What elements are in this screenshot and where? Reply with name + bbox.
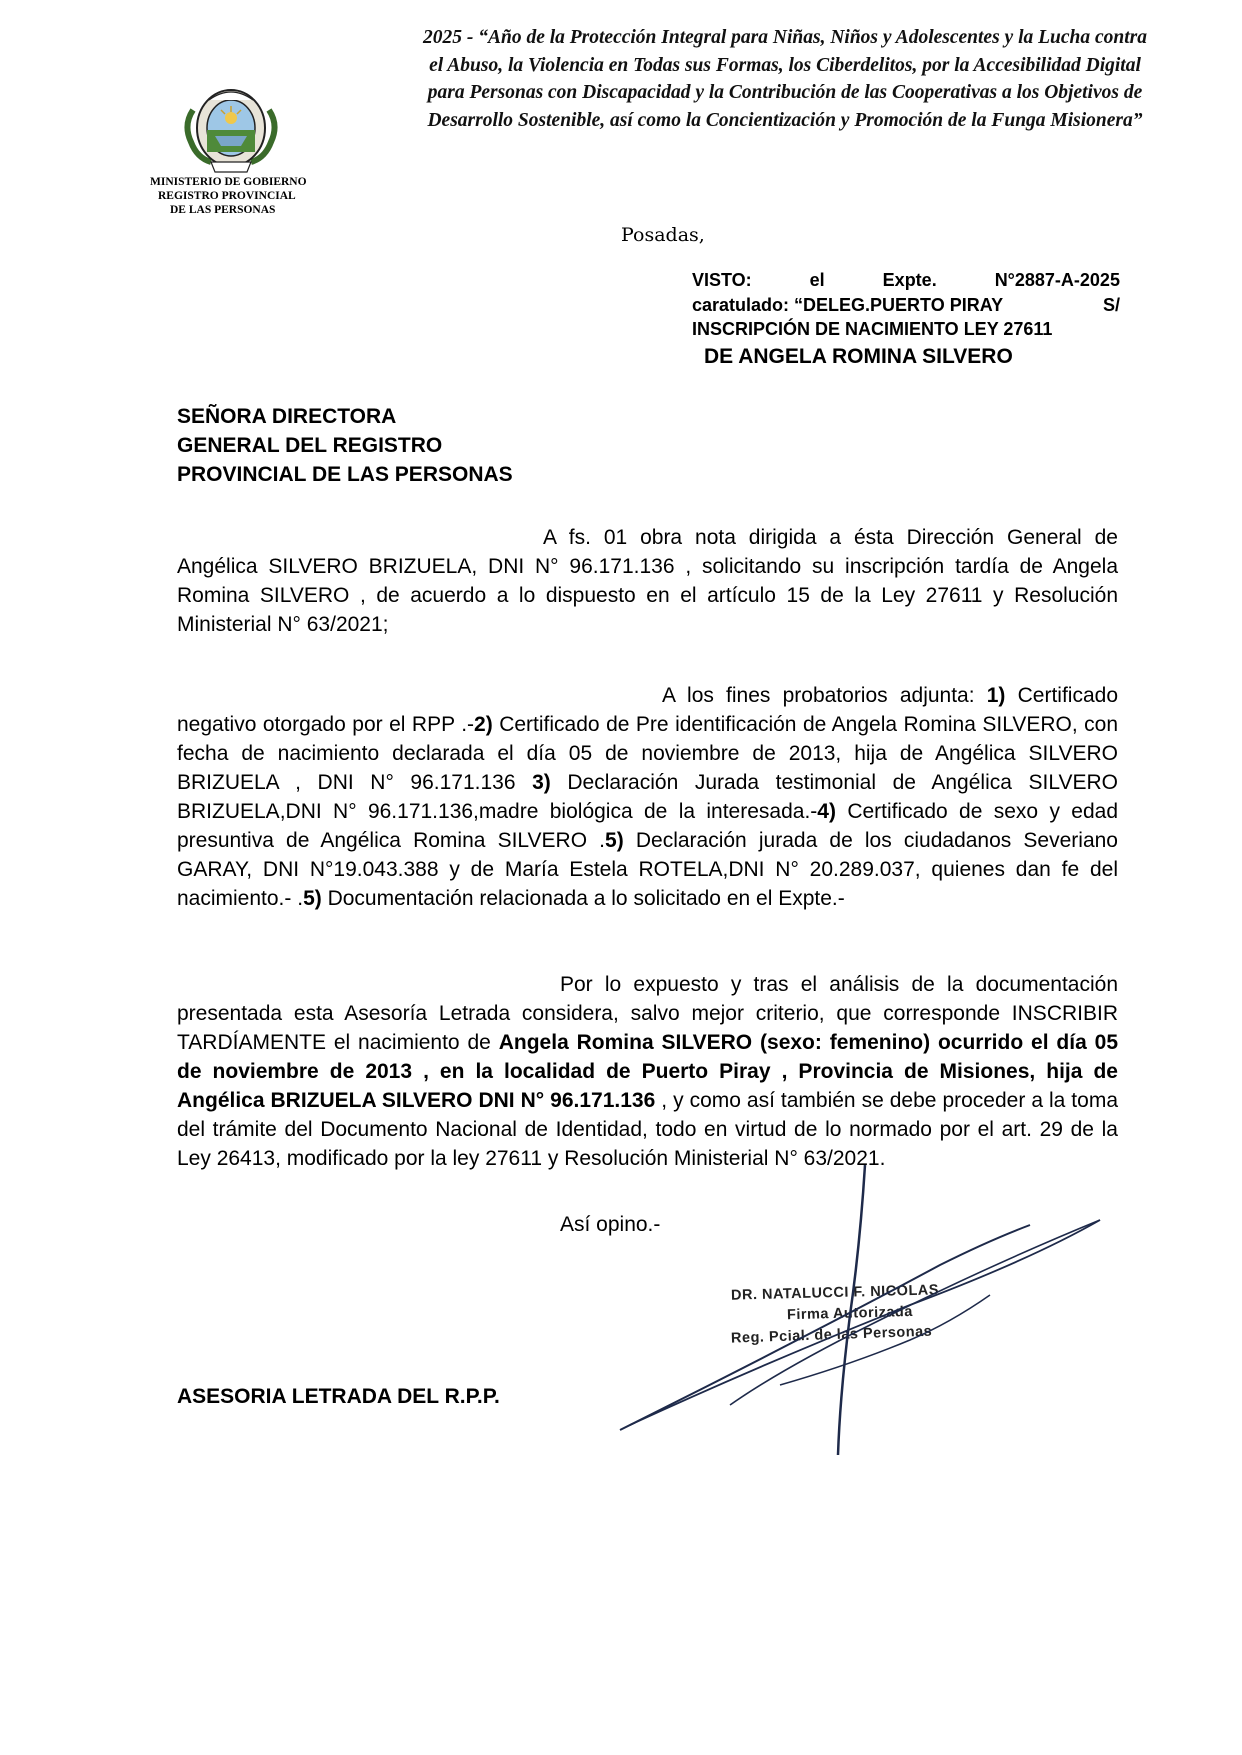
p2-text: Certificado de Pre identificación de Angela Romina SILVERO, con fecha de nacimiento declarada el día 05 de noviembre de 2013, hija de Angélica SILVERO BRIZUELA , DNI N° 96.171.136 bbox=[177, 713, 1119, 794]
p3-text: Por lo expuesto y tras el análisis de la documentación presentada esta Asesoría Letrada considera, salvo mejor criterio, que corresponde INSCRIBIR TARDÍAMENTE el nacimiento de bbox=[177, 973, 1118, 1054]
p2-text: Declaración Jurada testimonial de Angélica SILVERO BRIZUELA,DNI N° 96.171.136,madre biológica de la interesada.- bbox=[177, 771, 1118, 823]
visto-line-4: DE ANGELA ROMINA SILVERO bbox=[704, 344, 1013, 368]
visto-word: el bbox=[809, 270, 825, 290]
ministry-header bbox=[150, 175, 307, 217]
paragraph-3 bbox=[177, 970, 1118, 1173]
addressee-line-2: GENERAL DEL REGISTRO bbox=[177, 434, 443, 457]
visto-reference bbox=[692, 268, 1120, 369]
p2-number: 5) bbox=[303, 887, 322, 910]
stamp-line-1: DR. NATALUCCI F. NICOLAS bbox=[730, 1282, 940, 1304]
p2-number: 5) bbox=[605, 829, 624, 852]
paragraph-1 bbox=[177, 523, 1118, 639]
ministry-line-2: REGISTRO PROVINCIAL bbox=[158, 190, 296, 202]
p3-bold-text: Angela Romina SILVERO (sexo: femenino) ocurrido el día 05 de noviembre de 2013 , en la localidad de Puerto Piray , Provincia de Misiones, hija de Angélica BRIZUELA SILVERO DNI N° 96.171.136 bbox=[177, 1031, 1118, 1112]
p2-text: Documentación relacionada a lo solicitado en el Expte.- bbox=[321, 887, 845, 910]
paragraph-1-text: A fs. 01 obra nota dirigida a ésta Dirección General de Angélica SILVERO BRIZUELA, DNI N° 96.171.136 , solicitando su inscripción tardía de Angela Romina SILVERO , de acuerdo a lo dispuesto en el artículo 15 de la Ley 27611 y Resolución Ministerial N° 63/2021; bbox=[177, 526, 1118, 636]
stamp-line-2: Firma Autorizada bbox=[786, 1303, 914, 1324]
p2-number: 4) bbox=[817, 800, 836, 823]
visto-caption: caratulado: “DELEG.PUERTO PIRAY bbox=[692, 294, 1004, 315]
place-date: Posadas, bbox=[621, 224, 705, 246]
addressee bbox=[177, 402, 513, 489]
addressee-line-3: PROVINCIAL DE LAS PERSONAS bbox=[177, 463, 513, 486]
addressee-line-1: SEÑORA DIRECTORA bbox=[177, 405, 397, 428]
stamp-line-3: Reg. Pcial. de las Personas bbox=[730, 1323, 933, 1347]
p2-number: 3) bbox=[532, 771, 551, 794]
p2-text: Declaración jurada de los ciudadanos Severiano GARAY, DNI N°19.043.388 y de María Estela ROTELA,DNI N° 20.289.037, quienes dan fe del nacimiento.- . bbox=[177, 829, 1118, 910]
p2-number: 1) bbox=[986, 684, 1006, 707]
p2-text: Certificado negativo otorgado por el RPP .- bbox=[177, 684, 1118, 736]
closing-phrase: Así opino.- bbox=[560, 1213, 661, 1236]
p3-text: , y como así también se debe proceder a la toma del trámite del Documento Nacional de Identidad, todo en virtud de lo normado por el art. 29 de la Ley 26413, modificado por la ley 27611 y Resolución Ministerial N° 63/2021. bbox=[177, 1089, 1118, 1170]
ministry-line-1: MINISTERIO DE GOBIERNO bbox=[150, 176, 307, 188]
p2-number: 2) bbox=[474, 713, 493, 736]
paragraph-2 bbox=[177, 681, 1118, 913]
visto-line-2 bbox=[692, 293, 1120, 318]
footer-office: ASESORIA LETRADA DEL R.P.P. bbox=[177, 1385, 500, 1408]
p2-text: A los fines probatorios adjunta: bbox=[662, 684, 987, 707]
visto-line-3: INSCRIPCIÓN DE NACIMIENTO LEY 27611 bbox=[692, 319, 1053, 339]
visto-caption-end: S/ bbox=[1102, 294, 1120, 315]
province-seal-logo bbox=[181, 80, 281, 176]
visto-line-1 bbox=[692, 268, 1120, 293]
expediente-number: N°2887-A-2025 bbox=[994, 270, 1120, 290]
handwritten-signature bbox=[610, 1165, 1130, 1465]
p2-text: Certificado de sexo y edad presuntiva de Angélica Romina SILVERO . bbox=[177, 800, 1118, 852]
visto-word: Expte. bbox=[882, 270, 937, 290]
ministry-line-3: DE LAS PERSONAS bbox=[170, 204, 276, 216]
visto-word: VISTO: bbox=[692, 270, 752, 290]
official-year-motto: 2025 - “Año de la Protección Integral para Niñas, Niños y Adolescentes y la Lucha contra el Abuso, la Violencia en Todas sus Formas, los Ciberdelitos, por la Accesibilidad Digital para Personas con Discapacidad y la Contribución de las Cooperativas a los Objetivos de Desarrollo Sostenible, así como la Concientización y Promoción de la Funga Misionera” bbox=[422, 27, 1148, 131]
